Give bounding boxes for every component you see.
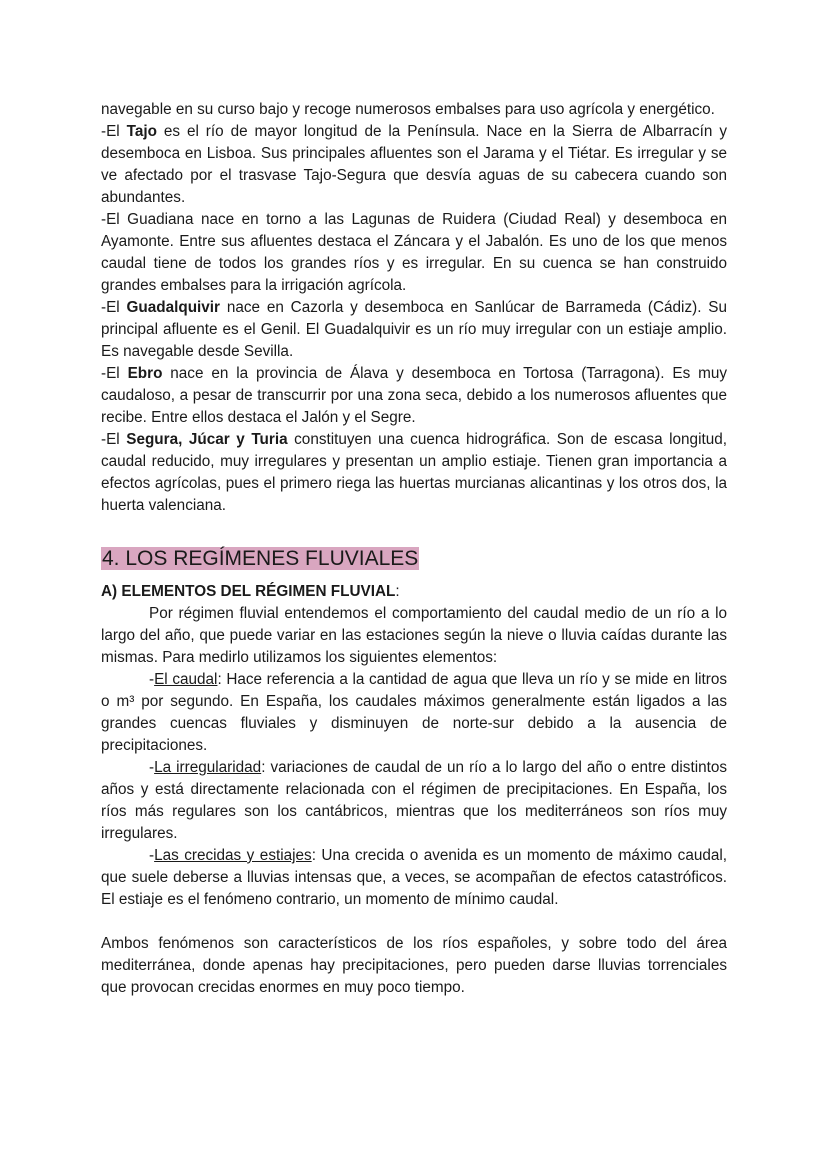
caudal-text: : Hace referencia a la cantidad de agua que lleva un río y se mide en litros o m³ por segundo. En España, los caudales máximos generalmente están ligados a las grandes cuencas fluviales y disminuyen de norte-sur debido a la ausencia de precipitaciones. <box>101 671 727 754</box>
guadalquivir-prefix: -El <box>101 299 127 316</box>
subheading <box>101 581 727 603</box>
paragraph-tajo <box>101 121 727 209</box>
tajo-prefix: -El <box>101 123 127 140</box>
paragraph-spacer <box>101 911 727 933</box>
paragraph-guadiana: -El Guadiana nace en torno a las Lagunas de Ruidera (Ciudad Real) y desemboca en Ayamonte. Entre sus afluentes destaca el Záncara y el Jabalón. Es uno de los que menos caudal tiene de todos los grandes ríos y es irregular. En su cuenca se han construido grandes embalses para la irrigación agrícola. <box>101 211 727 294</box>
paragraph-closing: Ambos fenómenos son característicos de los ríos españoles, y sobre todo del área mediterránea, donde apenas hay precipitaciones, pero pueden darse lluvias torrenciales que provocan crecidas enormes en muy poco tiempo. <box>101 935 727 996</box>
tajo-name: Tajo <box>126 123 157 140</box>
irregularidad-term: La irregularidad <box>154 759 262 776</box>
irregularidad-dash: - <box>149 759 155 776</box>
caudal-dash: - <box>149 671 155 688</box>
paragraph-irregularidad <box>101 757 727 845</box>
paragraph-intro-continuation: navegable en su curso bajo y recoge numerosos embalses para uso agrícola y energético. <box>101 101 715 118</box>
irregularidad-text: : variaciones de caudal de un río a lo largo del año o entre distintos años y está directamente relacionada con el régimen de precipitaciones. En España, los ríos más regulares son los cantábricos, mientras que los mediterráneos son ríos muy irregulares. <box>101 759 728 842</box>
document-page <box>101 99 727 999</box>
segura-text: constituyen una cuenca hidrográfica. Son de escasa longitud, caudal reducido, muy irregulares y presentan un amplio estiaje. Tienen gran importancia a efectos agrícolas, pues el primero riega las huertas murcianas alicantinas y los otros dos, la huerta valenciana. <box>101 431 727 514</box>
crecidas-dash: - <box>149 847 155 864</box>
tajo-text: es el río de mayor longitud de la Península. Nace en la Sierra de Albarracín y desemboca en Lisboa. Sus principales afluentes son el Jarama y el Tiétar. Es irregular y se ve afectado por el trasvase Tajo-Segura que desvía aguas de su cabecera cuando son abundantes. <box>101 123 727 206</box>
ebro-text: nace en la provincia de Álava y desemboca en Tortosa (Tarragona). Es muy caudaloso, a pesar de transcurrir por una zona seca, debido a los numerosos afluentes que recibe. Entre ellos destaca el Jalón y el Segre. <box>101 365 727 426</box>
paragraph-regimen-intro: Por régimen fluvial entendemos el comportamiento del caudal medio de un río a lo largo del año, que puede variar en las estaciones según la nieve o lluvia caídas durante las mismas. Para medirlo utilizamos los siguientes elementos: <box>101 605 727 666</box>
guadalquivir-text: nace en Cazorla y desemboca en Sanlúcar de Barrameda (Cádiz). Su principal afluente es el Genil. El Guadalquivir es un río muy irregular con un estiaje amplio. Es navegable desde Sevilla. <box>101 299 727 360</box>
crecidas-text: : Una crecida o avenida es un momento de máximo caudal, que suele deberse a lluvias intensas que, a veces, se acompañan de efectos catastróficos. El estiaje es el fenómeno contrario, un momento de mínimo caudal. <box>101 847 727 908</box>
ebro-name: Ebro <box>127 365 163 382</box>
paragraph-ebro <box>101 363 727 429</box>
crecidas-term: Las crecidas y estiajes <box>154 847 312 864</box>
subheading-text: A) ELEMENTOS DEL RÉGIMEN FLUVIAL <box>101 583 396 600</box>
segura-prefix: -El <box>101 431 127 448</box>
paragraph-segura <box>101 429 727 517</box>
paragraph-caudal <box>101 669 727 757</box>
paragraph-guadalquivir <box>101 297 727 363</box>
segura-name: Segura, Júcar y Turia <box>126 431 288 448</box>
section-heading <box>101 544 727 576</box>
paragraph-crecidas <box>101 845 727 911</box>
subheading-colon: : <box>395 583 400 600</box>
section-heading-text: 4. LOS REGÍMENES FLUVIALES <box>102 547 419 570</box>
caudal-term: El caudal <box>154 671 218 688</box>
ebro-prefix: -El <box>101 365 128 382</box>
guadalquivir-name: Guadalquivir <box>126 299 221 316</box>
